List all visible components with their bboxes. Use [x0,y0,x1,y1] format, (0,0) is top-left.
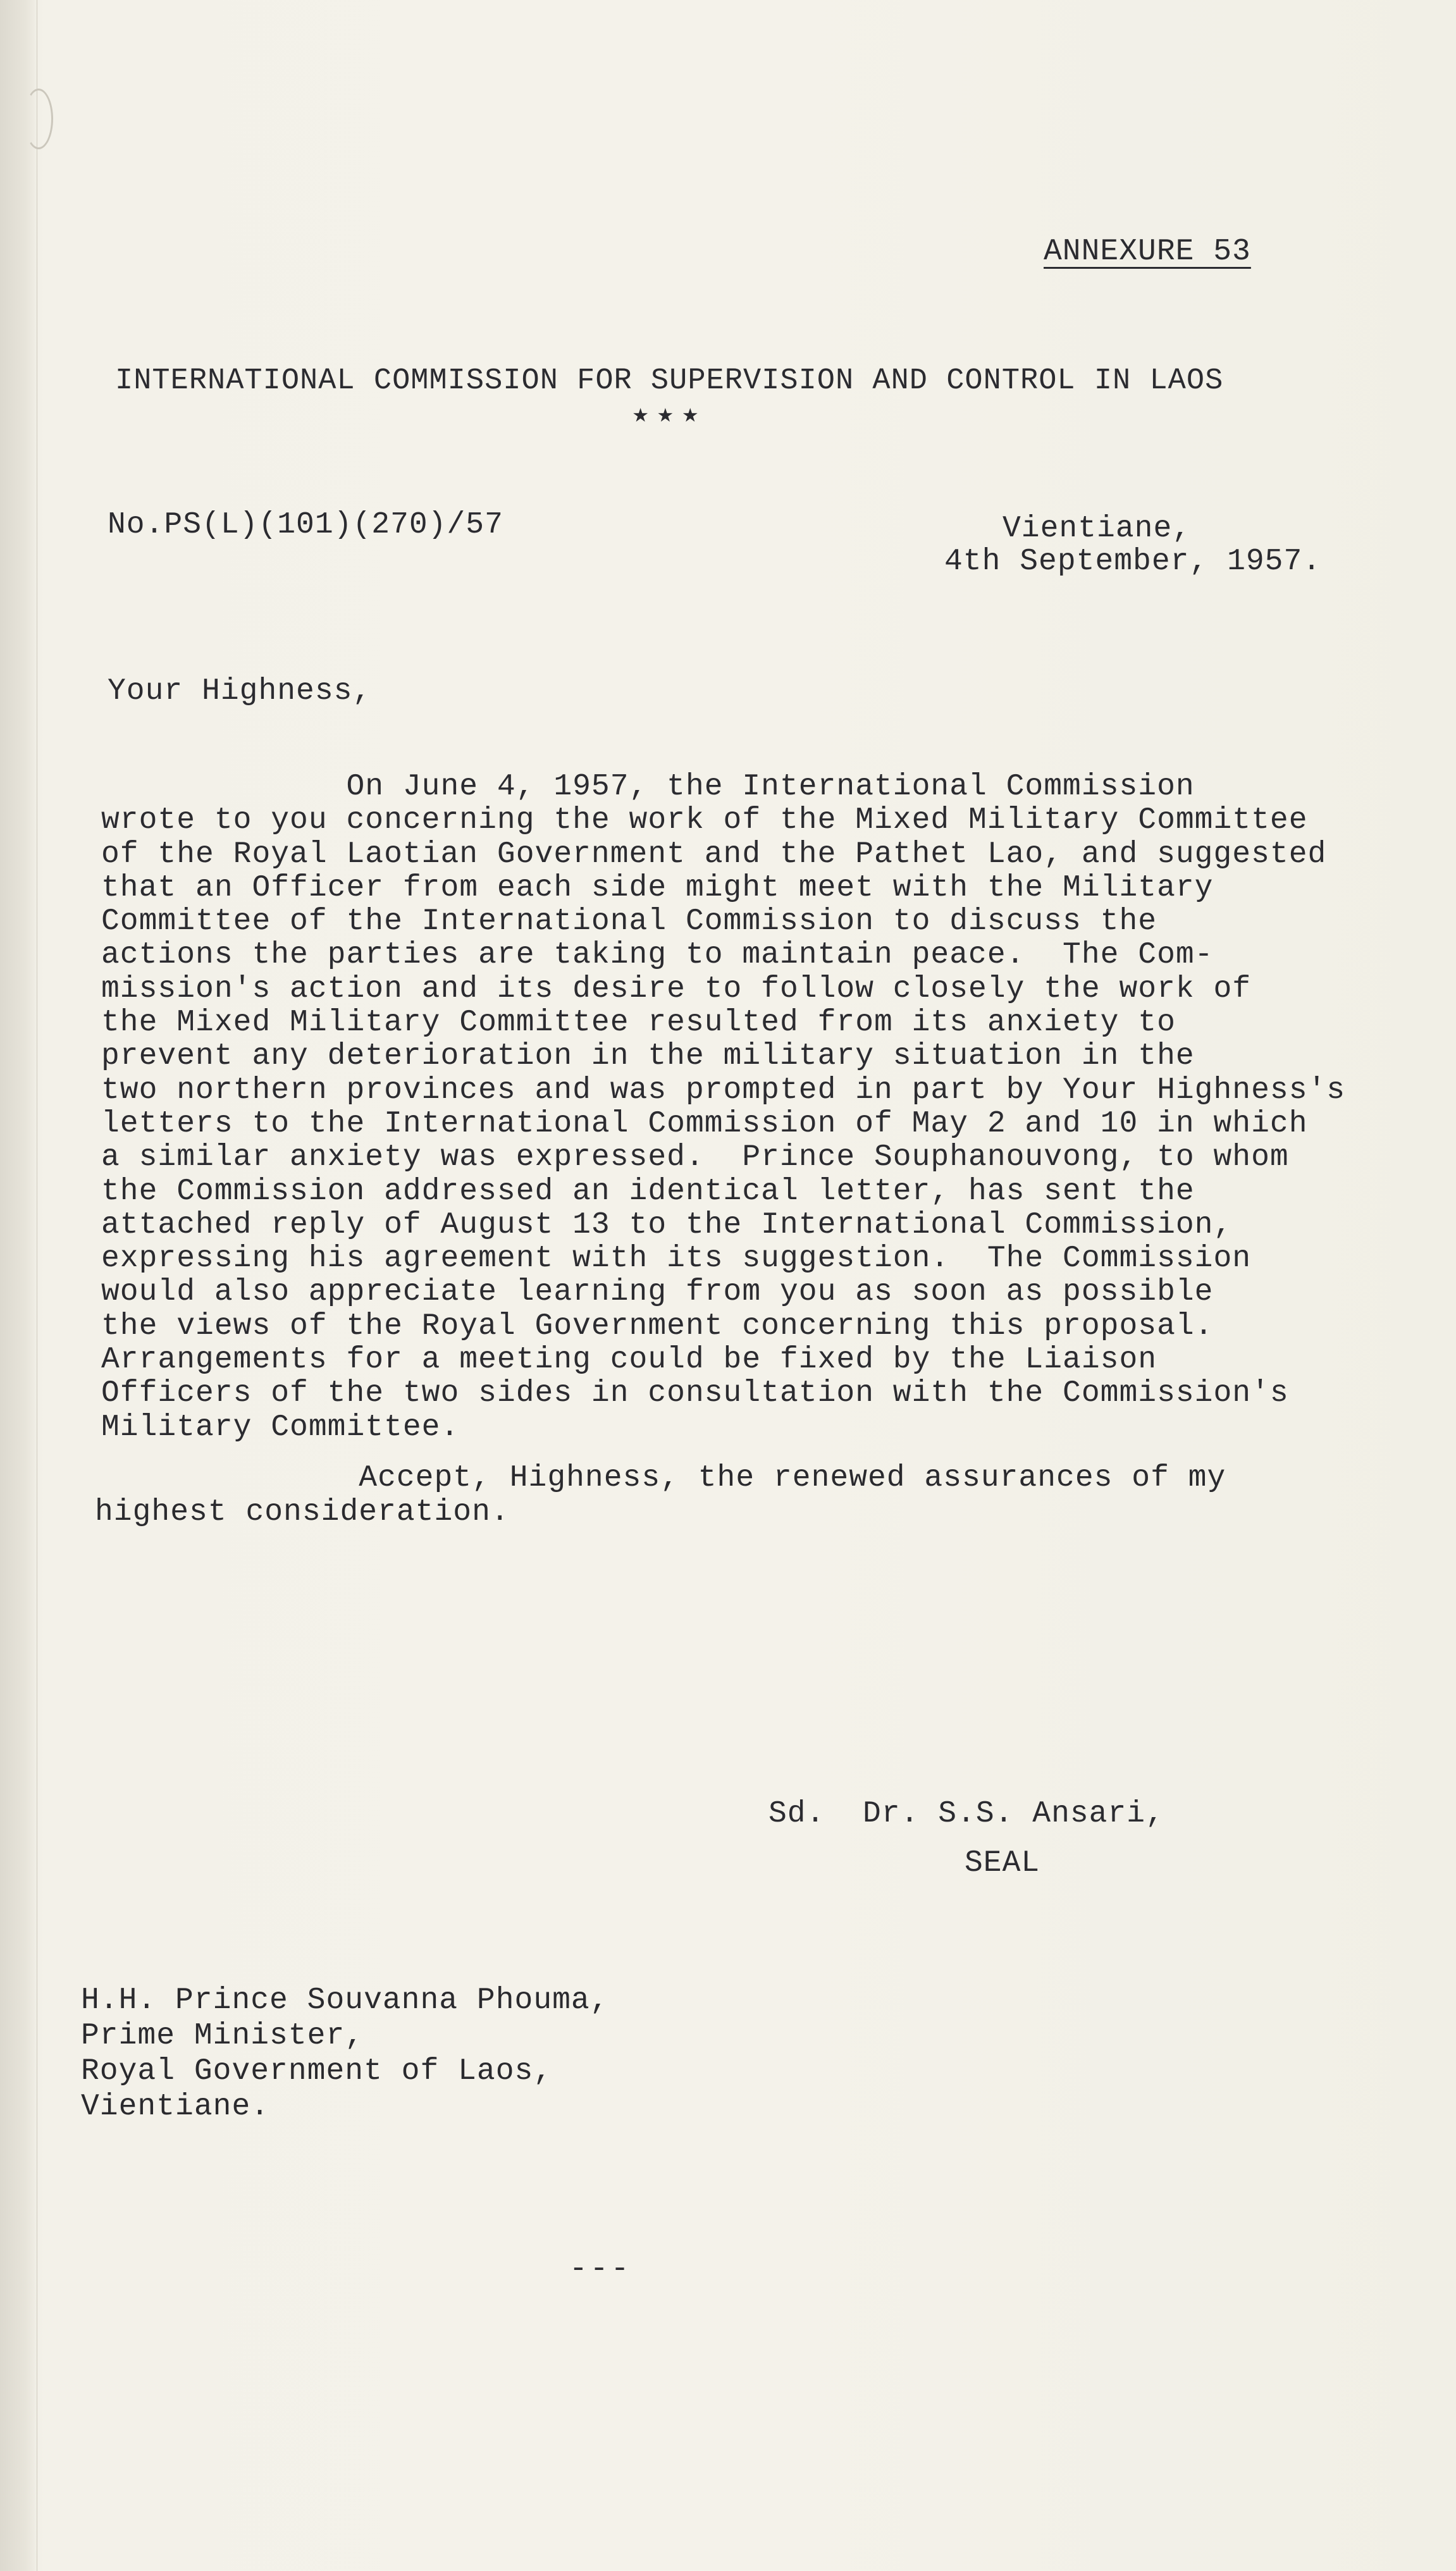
closing-line: highest consideration. [95,1495,510,1529]
letter-body [101,770,1345,1445]
page-left-edge [0,0,37,2571]
body-line: Military Committee. [101,1410,460,1445]
addressee-line: H.H. Prince Souvanna Phouma, [81,1983,609,2018]
body-line: expressing his agreement with its suggestion. The Commission [101,1242,1252,1276]
body-line: a similar anxiety was expressed. Prince Souphanouvong, to whom [101,1140,1289,1175]
date-line: 4th September, 1957. [944,545,1322,579]
body-line: the Mixed Military Committee resulted from its anxiety to [101,1006,1176,1040]
addressee-line: Vientiane. [81,2090,270,2124]
stars-ornament: ★★★ [632,400,707,430]
addressee-line: Royal Government of Laos, [81,2054,553,2088]
body-line: the Commission addressed an identical letter, has sent the [101,1174,1195,1209]
body-line: of the Royal Laotian Government and the Pathet Lao, and suggested [101,837,1327,872]
reference-number: No.PS(L)(101)(270)/57 [108,508,503,542]
end-mark: --- [569,2252,632,2286]
body-line: attached reply of August 13 to the International Commission, [101,1207,1233,1242]
addressee-block [81,1983,609,2124]
body-line: Arrangements for a meeting could be fixed by the Liaison [101,1343,1157,1378]
body-line: would also appreciate learning from you as soon as possible [101,1275,1214,1310]
salutation: Your Highness, [108,674,372,708]
body-line: letters to the International Commission of May 2 and 10 in which [101,1106,1308,1141]
punch-hole-mark [24,89,53,149]
place-line: Vientiane, [1003,512,1192,546]
body-line: Officers of the two sides in consultation with the Commission's [101,1376,1289,1411]
body-line: actions the parties are taking to maintain peace. The Com- [101,938,1214,973]
closing-paragraph [95,1461,1226,1529]
body-line: Committee of the International Commission to discuss the [101,904,1157,939]
body-line: prevent any deterioration in the military situation in the [101,1039,1195,1074]
addressee-line: Prime Minister, [81,2019,364,2053]
closing-line: Accept, Highness, the renewed assurances of my [95,1461,1226,1495]
body-line: the views of the Royal Government concerning this proposal. [101,1309,1214,1343]
body-line: that an Officer from each side might meet with the Military [101,870,1214,905]
body-line: mission's action and its desire to follow closely the work of [101,971,1252,1006]
body-line: wrote to you concerning the work of the Mixed Military Committee [101,803,1308,838]
body-line: two northern provinces and was prompted in part by Your Highness's [101,1073,1346,1107]
annexure-label: ANNEXURE 53 [1044,235,1251,269]
seal-label: SEAL [965,1846,1040,1880]
body-line: On June 4, 1957, the International Commission [101,770,1195,804]
document-heading: INTERNATIONAL COMMISSION FOR SUPERVISION AND CONTROL IN LAOS [115,364,1224,398]
signature-line: Sd. Dr. S.S. Ansari, [768,1797,1164,1831]
